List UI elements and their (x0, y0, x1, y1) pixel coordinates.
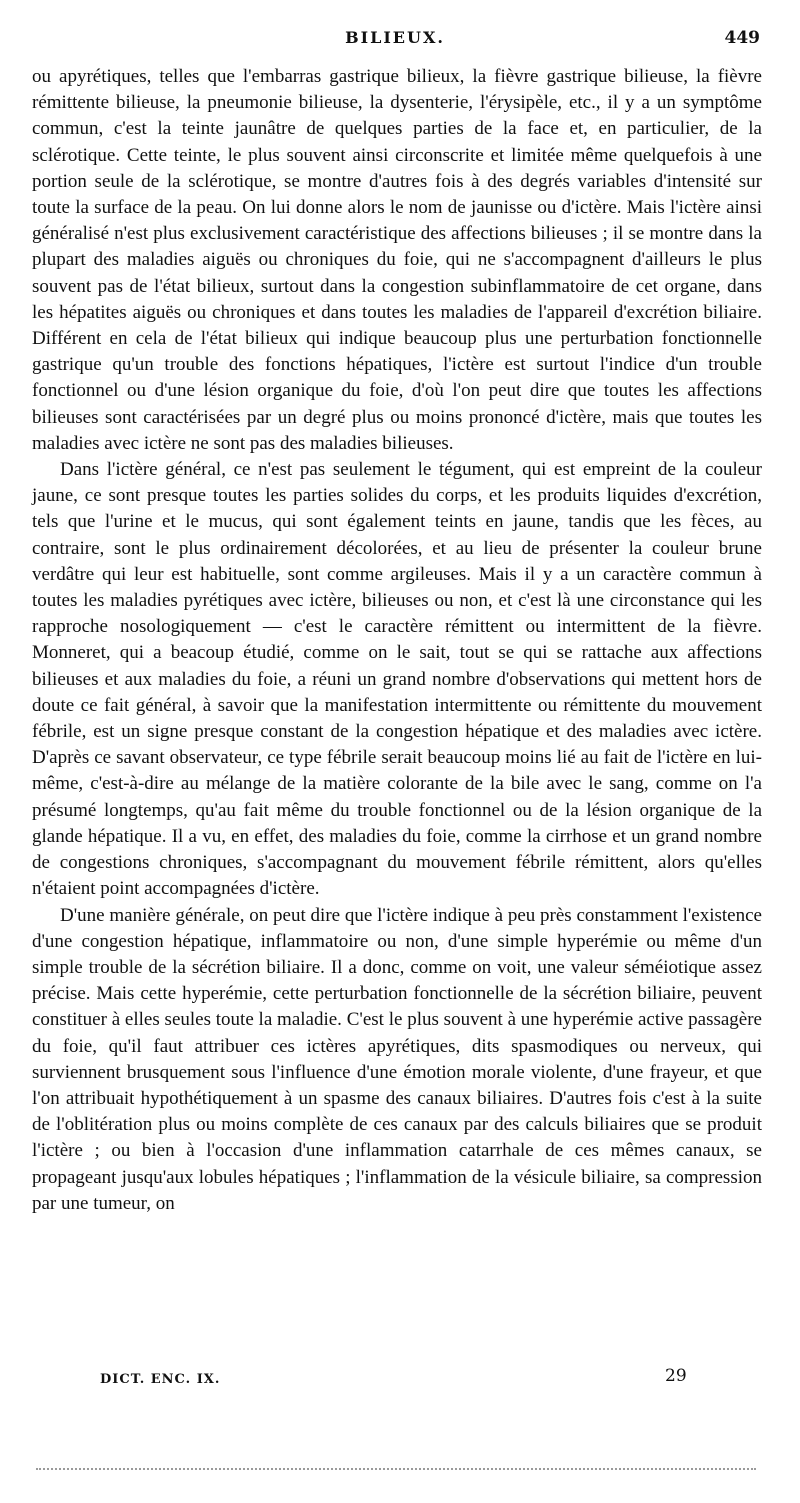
body-text (32, 64, 762, 1217)
running-title: BILIEUX. (345, 28, 445, 47)
paragraph-3: D'une manière générale, on peut dire que l'ictère indique à peu près constamment l'existence d'une congestion hépatique, inflammatoire ou non, d'une simple hyperémie ou même d'un simple trouble de la sécrétion biliaire. Il a donc, comme on voit, une valeur séméiotique assez précise. Mais cette hyperémie, cette perturbation fonctionnelle de la sécrétion biliaire, peuvent constituer à elles seules toute la maladie. C'est le plus souvent à une hyperémie active passagère du foie, qu'il faut attribuer ces ictères apyrétiques, dits spasmodiques ou nerveux, qui surviennent brusquement sous l'influence d'une émotion morale violente, d'une frayeur, et que l'on attribuait hypothétiquement à un spasme des canaux biliaires. D'autres fois c'est à la suite de l'oblitération plus ou moins complète de ces canaux par des calculs biliaires que se produit l'ictère ; ou bien à l'occasion d'une inflammation catarrhale de ces mêmes canaux, se propageant jusqu'aux lobules hépatiques ; l'inflammation de la vésicule biliaire, sa compression par une tumeur, on (32, 904, 762, 1214)
bottom-dotted-rule (36, 1468, 756, 1470)
page-number: 449 (724, 28, 760, 48)
printer-signature: DICT. ENC. IX. (100, 1372, 221, 1387)
signature-number: 29 (665, 1366, 687, 1386)
paragraph-1: ou apyrétiques, telles que l'embarras gastrique bilieux, la fièvre gastrique bilieuse, la fièvre rémittente bilieuse, la pneumonie bilieuse, la dysenterie, l'érysipèle, etc., il y a un symptôme commun, c'est la teinte jaunâtre de quelques parties de la face et, en particulier, de la sclérotique. Cette teinte, le plus souvent ainsi circonscrite et limitée même quelquefois à une portion seule de la sclérotique, se montre d'autres fois à des degrés variables d'intensité sur toute la surface de la peau. On lui donne alors le nom de jaunisse ou d'ictère. Mais l'ictère ainsi généralisé n'est plus exclusivement caractéristique des affections bilieuses ; il se montre dans la plupart des maladies aiguës ou chroniques du foie, qui ne s'accompagnent d'ailleurs le plus souvent pas de l'état bilieux, surtout dans la congestion subinflammatoire de cet organe, dans les hépatites aiguës ou chroniques et dans toutes les maladies de l'appareil d'excrétion biliaire. Différent en cela de l'état bilieux qui indique beaucoup plus une perturbation fonctionnelle gastrique qu'un trouble des fonctions hépatiques, l'ictère est surtout l'indice d'un trouble fonctionnel ou d'une lésion organique du foie, d'où l'on peut dire que toutes les affections bilieuses sont caractérisées par un degré plus ou moins prononcé d'ictère, mais que toutes les maladies avec ictère ne sont pas des maladies bilieuses. (32, 66, 762, 454)
paragraph-2: Dans l'ictère général, ce n'est pas seulement le tégument, qui est empreint de la couleur jaune, ce sont presque toutes les parties solides du corps, et les produits liquides d'excrétion, tels que l'urine et le mucus, qui sont également teints en jaune, tandis que les fèces, au contraire, sont le plus ordinairement décolorées, et au lieu de présenter la couleur brune verdâtre qui leur est habituelle, sont comme argileuses. Mais il y a un caractère commun à toutes les maladies pyrétiques avec ictère, bilieuses ou non, et c'est là une circonstance qui les rapproche nosologiquement — c'est le caractère rémittent ou intermittent de la fièvre. Monneret, qui a beacoup étudié, comme on le sait, tout se qui se rattache aux affections bilieuses et aux maladies du foie, a réuni un grand nombre d'observations qui mettent hors de doute ce fait général, à savoir que la manifestation intermittente ou rémittente du mouvement fébrile, est un signe presque constant de la congestion hépatique et des maladies avec ictère. D'après ce savant observateur, ce type fébrile serait beaucoup moins lié au fait de l'ictère en lui-même, c'est-à-dire au mélange de la matière colorante de la bile avec le sang, comme on l'a présumé longtemps, qu'au fait même du trouble fonctionnel ou de la lésion organique de la glande hépatique. Il a vu, en effet, des maladies du foie, comme la cirrhose et un grand nombre de congestions chroniques, s'accompagnant du mouvement fébrile rémittent, alors qu'elles n'étaient point accompagnées d'ictère. (32, 459, 762, 900)
running-head (30, 28, 760, 58)
page-footer (100, 1366, 700, 1396)
